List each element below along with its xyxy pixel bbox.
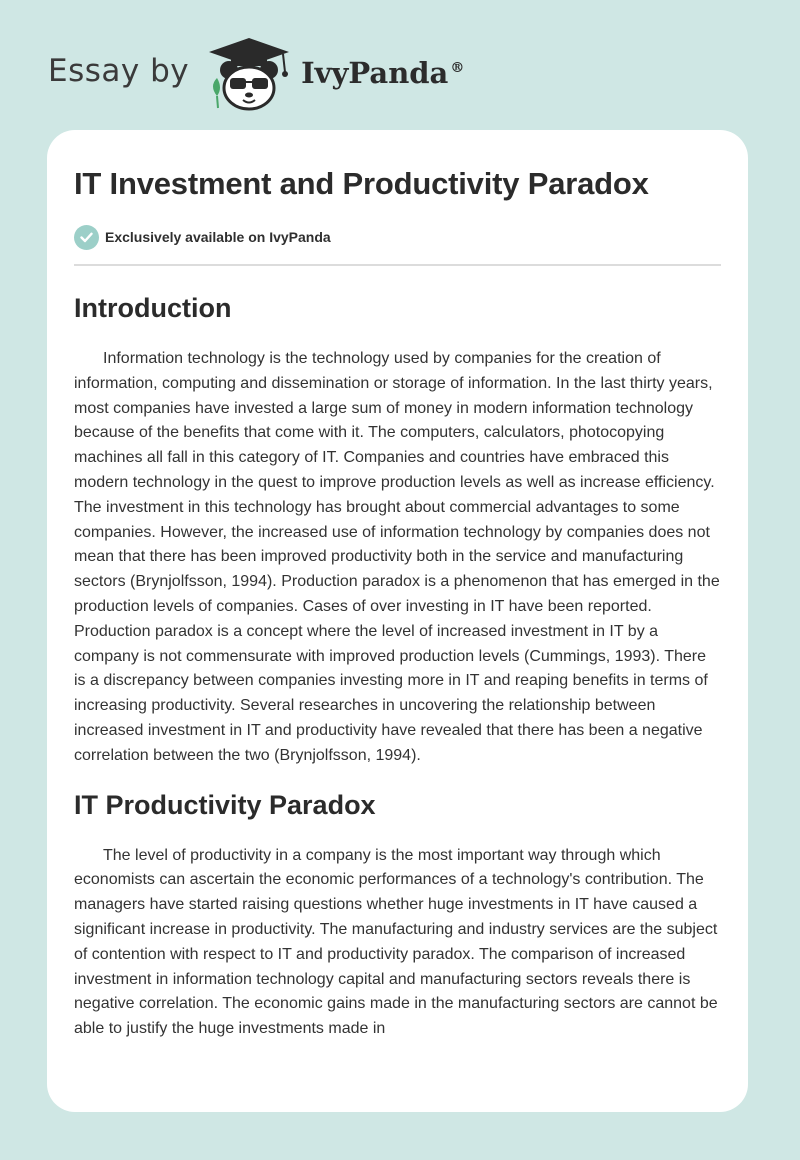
section-heading: IT Productivity Paradox bbox=[74, 789, 376, 820]
exclusive-badge bbox=[74, 223, 721, 251]
brand-prefix: Essay by bbox=[48, 53, 190, 89]
section-paragraph: The level of productivity in a company is the most important way through which economists can ascertain the economic performances of a technology's contribution. The managers have started raising questions whether huge investments in IT have caused a significant increase in productivity. The manufacturing and industry services are the subject of contention with respect to IT and productivity paradox. The comparison of increased investment in information technology capital and manufacturing sectors reveals there is negative correlation. The economic gains made in the manufacturing sectors are cannot be able to justify the huge investments made in bbox=[74, 846, 718, 1038]
exclusive-label: Exclusively available on IvyPanda bbox=[105, 229, 331, 245]
brand-name[interactable]: IvyPanda ® bbox=[301, 56, 465, 90]
checkmark-icon bbox=[74, 225, 99, 250]
page-title: IT Investment and Productivity Paradox bbox=[74, 166, 649, 201]
article-card bbox=[47, 130, 748, 1112]
brand-header bbox=[48, 34, 464, 114]
section-it-productivity-paradox bbox=[74, 789, 721, 1042]
section-heading: Introduction bbox=[74, 293, 232, 323]
section-introduction bbox=[74, 292, 721, 769]
divider bbox=[74, 264, 721, 266]
panda-logo-icon[interactable] bbox=[203, 34, 295, 114]
section-paragraph: Information technology is the technology used by companies for the creation of information, computing and dissemination or storage of information. In the last thirty years, most companies have invested a large sum of money in modern information technology because of the benefits that come with it. The computers, calculators, photocopying machines all fall in this category of IT. Companies and countries have embraced this modern technology in the quest to improve production levels as well as increase efficiency. The investment in this technology has brought about commercial advantages to some companies. However, the increased use of information technology by companies does not mean that there has been improved productivity both in the service and manufacturing sectors (Brynjolfsson, 1994). Production paradox is a phenomenon that has emerged in the production levels of companies. Cases of over investing in IT have been reported. Production paradox is a concept where the level of increased investment in IT by a company is not commensurate with improved production levels (Cummings, 1993). There is a discrepancy between companies investing more in IT and reaping benefits in terms of increasing productivity. Several researches in uncovering the relationship between increased investment in IT and productivity have revealed that there has been a negative correlation between the two (Brynjolfsson, 1994). bbox=[74, 350, 720, 764]
